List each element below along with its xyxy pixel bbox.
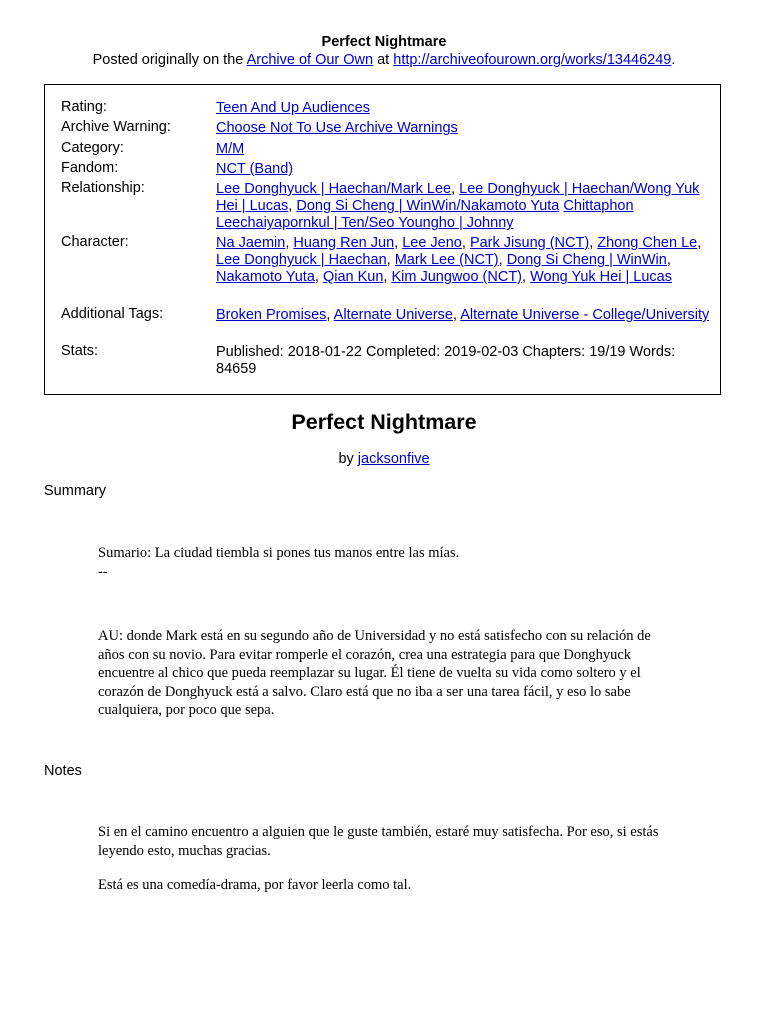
summary-paragraph	[98, 544, 678, 581]
character-link[interactable]: Na Jaemin	[216, 235, 286, 251]
posted-mid: at	[373, 52, 394, 68]
work-title: Perfect Nightmare	[291, 410, 477, 434]
relationship-link[interactable]: Lee Donghyuck | Haechan/Mark Lee	[216, 181, 452, 197]
character-link[interactable]: Wong Yuk Hei | Lucas	[530, 269, 672, 286]
metadata-box	[44, 84, 721, 395]
character-link[interactable]: Dong Si Cheng | WinWin	[506, 252, 667, 269]
relationship-link[interactable]: Dong Si Cheng | WinWin/Nakamoto Yuta	[296, 198, 560, 215]
notes-paragraph-2: Está es una comedía-drama, por favor leerla como tal.	[98, 877, 412, 893]
character-link[interactable]: Lee Jeno	[402, 235, 462, 251]
notes-paragraph: Si en el camino encuentro a alguien que le guste también, estaré muy satisfecha. Por eso, si estás leyendo esto, muchas gracias.	[98, 824, 659, 859]
relationship-list: Lee Donghyuck | Haechan/Mark Lee, Lee Donghyuck | Haechan/Wong Yuk Hei | Lucas, Dong Si Cheng | WinWin/Nakamoto Yuta Chittaphon Leechaiyapornkul | Ten/Seo Youngho | Johnny	[216, 181, 700, 232]
header-title: Perfect Nightmare	[321, 34, 447, 50]
stats-value: Published: 2018-01-22 Completed: 2019-02-03 Chapters: 19/19 Words: 84659	[216, 344, 676, 378]
character-link[interactable]: Lee Donghyuck | Haechan	[216, 252, 387, 269]
work-url-link[interactable]: http://archiveofourown.org/works/13446249	[393, 52, 672, 68]
rating-link[interactable]: Teen And Up Audiences	[216, 100, 370, 116]
warning-link[interactable]: Choose Not To Use Archive Warnings	[216, 120, 458, 136]
archive-link[interactable]: Archive of Our Own	[246, 52, 374, 68]
summary-dashes: --	[98, 563, 108, 580]
rating-label: Rating:	[61, 99, 107, 115]
fandom-link[interactable]: NCT (Band)	[216, 161, 294, 177]
summary-heading: Summary	[44, 483, 107, 499]
tags-label: Additional Tags:	[61, 306, 164, 322]
stats-label: Stats:	[61, 343, 99, 359]
character-label: Character:	[61, 234, 129, 250]
category-link[interactable]: M/M	[216, 141, 245, 157]
summary-line: Sumario: La ciudad tiembla si pones tus manos entre las mías.	[98, 545, 460, 561]
posted-line	[0, 51, 768, 69]
character-link[interactable]: Nakamoto Yuta	[216, 269, 315, 286]
tag-link[interactable]: Alternate Universe - College/University	[460, 307, 710, 323]
relationship-link[interactable]: Lee Donghyuck | Haechan/Wong Yuk Hei | Lucas	[216, 181, 700, 215]
document-header	[0, 34, 768, 69]
fandom-label: Fandom:	[61, 160, 119, 176]
character-link[interactable]: Zhong Chen Le	[597, 235, 698, 251]
warning-label: Archive Warning:	[61, 119, 171, 135]
character-link[interactable]: Huang Ren Jun	[293, 235, 395, 251]
category-label: Category:	[61, 140, 124, 156]
summary-au-paragraph: AU: donde Mark está en su segundo año de Universidad y no está satisfecho con su relación de años con su novio. Para evitar romperle el corazón, crea una estrategia para que Donghyuck encuentre al chico que pueda reemplazar su lugar. Él tiene de vuelta su vida como soltero y el corazón de Donghyuck está a salvo. Claro está que no iba a ser una tarea fácil, y eso lo sabe cualquiera, por poco que sepa.	[98, 628, 651, 719]
character-list: Na Jaemin, Huang Ren Jun, Lee Jeno, Park Jisung (NCT), Zhong Chen Le, Lee Donghyuck | Haechan, Mark Lee (NCT), Dong Si Cheng | WinWin, Nakamoto Yuta, Qian Kun, Kim Jungwoo (NCT), Wong Yuk Hei | Lucas	[216, 235, 702, 286]
character-link[interactable]: Park Jisung (NCT)	[469, 235, 590, 251]
tag-link[interactable]: Alternate Universe	[333, 307, 453, 323]
posted-suffix: .	[671, 52, 676, 68]
character-link[interactable]: Qian Kun	[322, 269, 384, 286]
tag-link[interactable]: Broken Promises	[216, 307, 327, 323]
character-link[interactable]: Mark Lee (NCT)	[394, 252, 499, 269]
character-link[interactable]: Kim Jungwoo (NCT)	[391, 269, 523, 286]
relationship-label: Relationship:	[61, 180, 145, 196]
byline	[0, 451, 768, 467]
by-text: by	[338, 451, 358, 467]
author-link[interactable]: jacksonfive	[357, 451, 430, 467]
relationship-link[interactable]: Chittaphon Leechaiyapornkul | Ten/Seo Youngho | Johnny	[216, 198, 634, 232]
posted-prefix: Posted originally on the	[92, 52, 247, 68]
notes-heading: Notes	[44, 763, 82, 779]
tags-list: Broken Promises, Alternate Universe, Alternate Universe - College/University	[216, 307, 710, 323]
